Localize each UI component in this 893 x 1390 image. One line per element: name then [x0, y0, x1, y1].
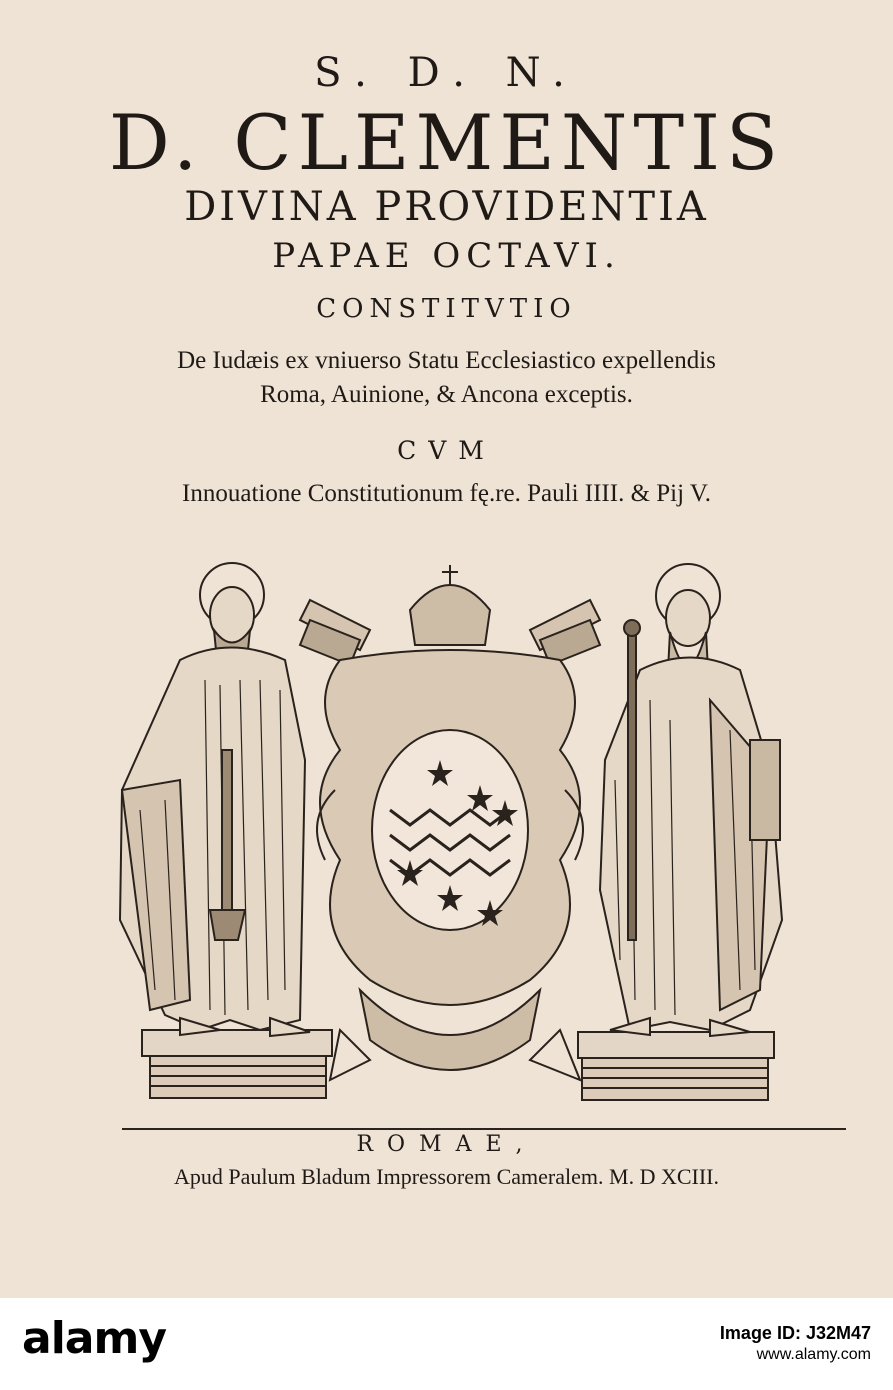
stock-photo-meta — [720, 1322, 871, 1366]
heading-cvm: CVM — [397, 436, 496, 465]
right-pedestal — [578, 1032, 774, 1100]
site-url: www.alamy.com — [756, 1346, 871, 1363]
alamy-logo: alamy — [22, 1313, 166, 1364]
heading-constitutio: CONSTITVTIO — [316, 294, 577, 324]
saint-paul-figure — [600, 564, 782, 1036]
subtitle-line-2: Roma, Auinione, & Ancona exceptis. — [260, 381, 633, 408]
heading-clementis: D. CLEMENTIS — [108, 98, 785, 187]
papal-coat-of-arms — [300, 565, 600, 1080]
left-pedestal — [142, 1030, 332, 1098]
woodcut-illustration — [110, 560, 790, 1105]
heading-divina-providentia: DIVINA PROVIDENTIA — [184, 184, 709, 230]
subtitle-line-1: De Iudæis ex vniuerso Statu Ecclesiastico expellendis — [177, 347, 716, 374]
subtitle-line-3: Innouatione Constitutionum fę.re. Pauli IIII. & Pij V. — [182, 480, 711, 507]
heading-sdn: S. D. N. — [314, 50, 579, 96]
heading-papae-octavi: PAPAE OCTAVI. — [272, 236, 621, 276]
saint-peter-figure — [120, 563, 310, 1036]
imprint-city: ROMAE, — [356, 1132, 537, 1157]
imprint-printer-line: Apud Paulum Bladum Impressorem Cameralem. M. D XCIII. — [173, 1164, 719, 1189]
image-id-label: Image ID: J32M47 — [719, 1323, 871, 1343]
imprint-divider — [122, 1128, 846, 1130]
